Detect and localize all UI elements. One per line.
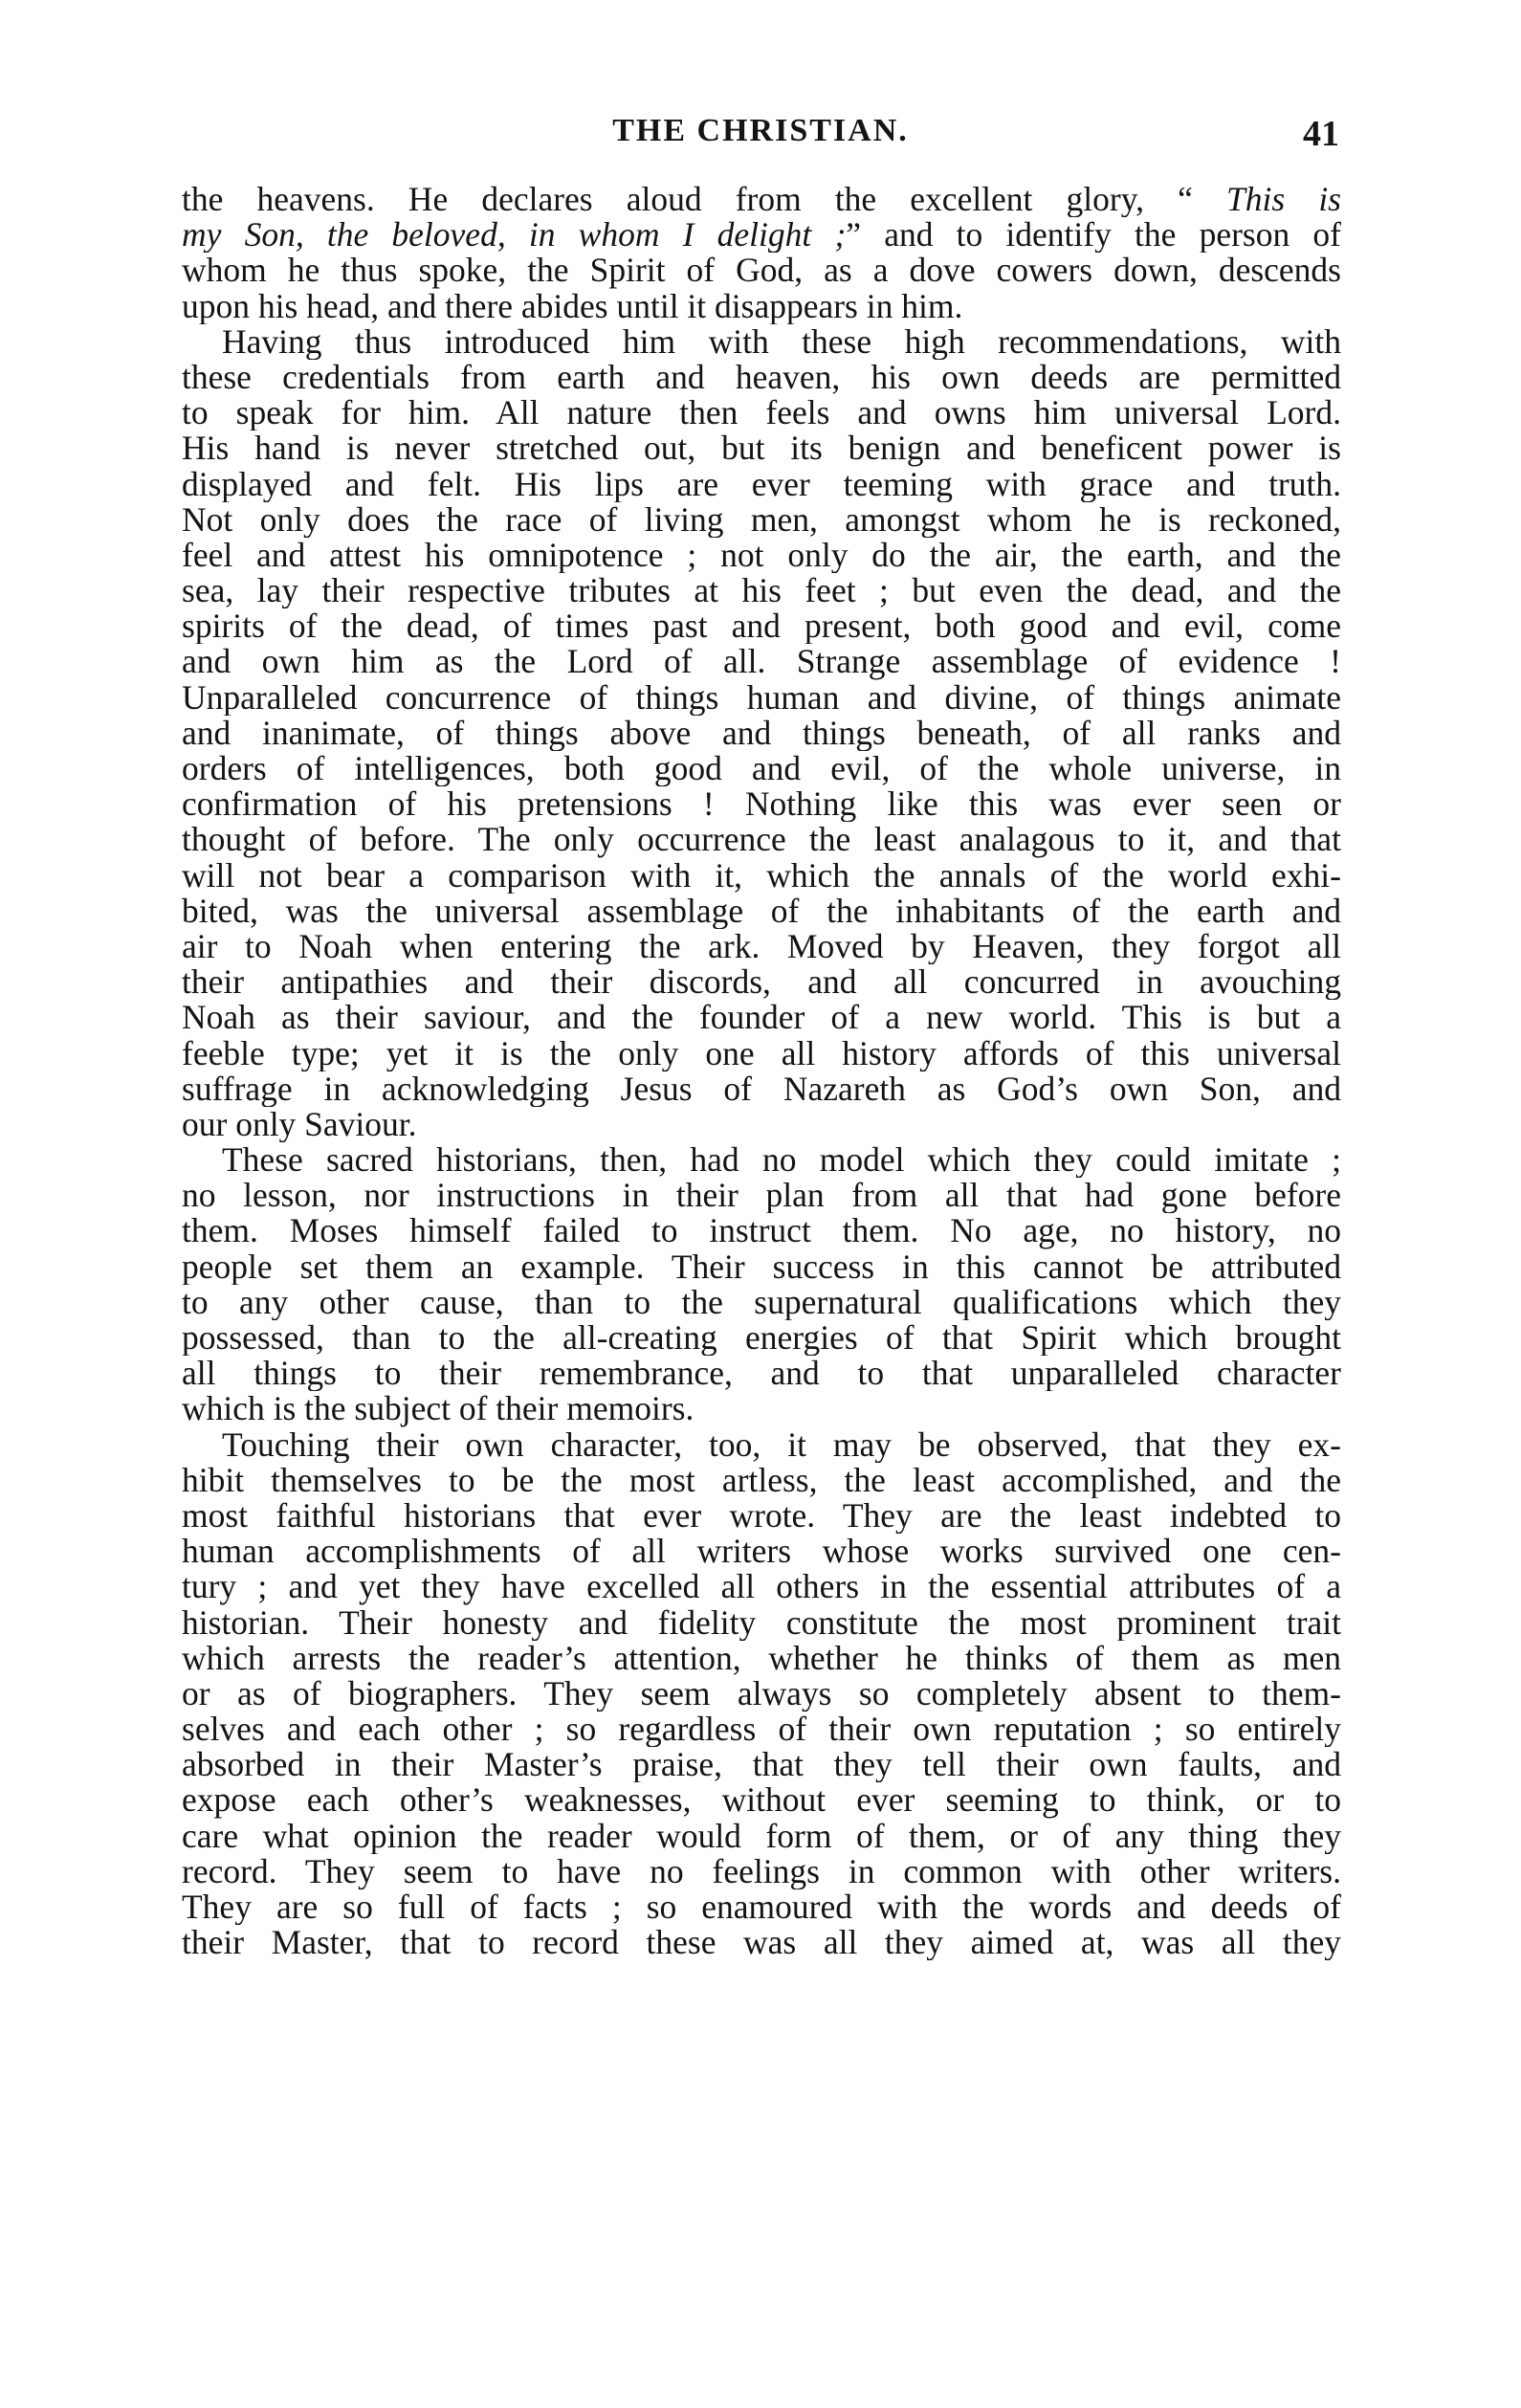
text-run: selves and each other ; so regardless of their own reputation ; so entirely xyxy=(182,1712,1341,1748)
text-run: confirmation of his pretensions ! Nothing like this was ever seen or xyxy=(182,786,1341,823)
text-run: feeble type; yet it is the only one all history affords of this universal xyxy=(182,1035,1341,1071)
text-run: record. They seem to have no feelings in common with other writers. xyxy=(182,1853,1341,1889)
text-line xyxy=(182,1498,1341,1534)
text-run: which is the subject of their memoirs. xyxy=(182,1391,694,1427)
text-line xyxy=(182,1000,1341,1035)
text-line xyxy=(182,1676,1341,1712)
body-text xyxy=(182,182,1341,1960)
text-run: Having thus introduced him with these high recommendations, with xyxy=(222,323,1341,360)
text-run: tury ; and yet they have excelled all others in the essential attributes of a xyxy=(182,1569,1341,1605)
text-line xyxy=(182,467,1341,502)
text-run: which arrests the reader’s attention, whether he thinks of them as men xyxy=(182,1640,1341,1676)
running-title: THE CHRISTIAN. xyxy=(612,113,909,148)
text-line xyxy=(182,822,1341,857)
text-line xyxy=(182,1712,1341,1747)
text-line xyxy=(182,1391,1341,1426)
text-run: upon his head, and there abides until it disappears in him. xyxy=(182,288,963,324)
text-run: suffrage in acknowledging Jesus of Nazareth as God’s own Son, and xyxy=(182,1071,1341,1107)
text-line xyxy=(182,786,1341,822)
text-run: our only Saviour. xyxy=(182,1106,417,1143)
text-run: and inanimate, of things above and things beneath, of all ranks and xyxy=(182,715,1341,751)
text-line xyxy=(182,1285,1341,1320)
text-line xyxy=(182,217,1341,253)
text-line xyxy=(182,182,1341,217)
text-line xyxy=(182,858,1341,894)
text-line xyxy=(182,1249,1341,1285)
text-line xyxy=(182,1569,1341,1604)
text-line xyxy=(182,680,1341,716)
text-line xyxy=(182,964,1341,1000)
text-line xyxy=(182,608,1341,644)
text-run: ” and to identify the person of xyxy=(846,217,1341,254)
text-run: expose each other’s weaknesses, without ever seeming to think, or to xyxy=(182,1782,1341,1819)
text-run: and own him as the Lord of all. Strange assemblage of evidence ! xyxy=(182,644,1341,680)
text-line xyxy=(182,1036,1341,1071)
text-run: whom he thus spoke, the Spirit of God, as a dove cowers down, descends xyxy=(182,253,1341,289)
text-line xyxy=(182,1854,1341,1889)
text-line xyxy=(182,1534,1341,1569)
text-run: them. Moses himself failed to instruct them. No age, no history, no xyxy=(182,1213,1341,1249)
italic-text: my Son, the beloved, in whom I delight ; xyxy=(182,217,847,254)
text-line xyxy=(182,1605,1341,1641)
text-run: air to Noah when entering the ark. Moved by Heaven, they forgot all xyxy=(182,928,1341,965)
text-run: displayed and felt. His lips are ever teeming with grace and truth. xyxy=(182,466,1341,502)
text-run: Noah as their saviour, and the founder of a new world. This is but a xyxy=(182,1000,1341,1036)
text-line xyxy=(182,1427,1341,1463)
text-line xyxy=(182,324,1341,360)
text-line xyxy=(182,1641,1341,1676)
text-line xyxy=(182,1107,1341,1142)
text-run: historian. Their honesty and fidelity constitute the most prominent trait xyxy=(182,1604,1341,1641)
text-run: the heavens. He declares aloud from the excellent glory, “ xyxy=(182,182,1227,218)
text-line xyxy=(182,1925,1341,1960)
text-line xyxy=(182,894,1341,929)
text-line xyxy=(182,538,1341,573)
text-line xyxy=(182,395,1341,431)
text-run: Unparalleled concurrence of things human and divine, of things animate xyxy=(182,679,1341,716)
text-run: these credentials from earth and heaven, his own deeds are permitted xyxy=(182,359,1341,396)
text-line xyxy=(182,573,1341,608)
text-run: no lesson, nor instructions in their plan from all that had gone before xyxy=(182,1178,1341,1214)
text-line xyxy=(182,1320,1341,1356)
text-line xyxy=(182,1889,1341,1925)
text-run: bited, was the universal assemblage of the inhabitants of the earth and xyxy=(182,893,1341,929)
text-line xyxy=(182,751,1341,786)
text-run: people set them an example. Their success in this cannot be attributed xyxy=(182,1248,1341,1285)
text-line xyxy=(182,1356,1341,1391)
text-run: His hand is never stretched out, but its benign and beneficent power is xyxy=(182,431,1341,467)
text-run: their Master, that to record these was all they aimed at, was all they xyxy=(182,1925,1341,1961)
text-run: These sacred historians, then, had no model which they could imitate ; xyxy=(222,1142,1341,1179)
text-run: feel and attest his omnipotence ; not only do the air, the earth, and the xyxy=(182,537,1341,574)
text-run: sea, lay their respective tributes at his feet ; but even the dead, and the xyxy=(182,573,1341,609)
text-line xyxy=(182,716,1341,751)
text-run: all things to their remembrance, and to that unparalleled character xyxy=(182,1356,1341,1392)
text-line xyxy=(182,431,1341,466)
text-line xyxy=(182,929,1341,964)
text-run: possessed, than to the all-creating energies of that Spirit which brought xyxy=(182,1320,1341,1357)
text-line xyxy=(182,644,1341,679)
text-run: to speak for him. All nature then feels and owns him universal Lord. xyxy=(182,395,1341,431)
text-line xyxy=(182,360,1341,395)
text-line xyxy=(182,1747,1341,1782)
text-line xyxy=(182,1178,1341,1213)
text-line xyxy=(182,1142,1341,1178)
text-run: Touching their own character, too, it may be observed, that they ex- xyxy=(222,1426,1341,1463)
text-run: human accomplishments of all writers whose works survived one cen- xyxy=(182,1534,1341,1570)
text-line xyxy=(182,253,1341,288)
italic-text: This is xyxy=(1226,182,1341,218)
text-line xyxy=(182,1819,1341,1854)
text-run: absorbed in their Master’s praise, that they tell their own faults, and xyxy=(182,1747,1341,1783)
text-run: hibit themselves to be the most artless, the least accomplished, and the xyxy=(182,1462,1341,1498)
text-line xyxy=(182,1463,1341,1498)
text-run: spirits of the dead, of times past and present, both good and evil, come xyxy=(182,608,1341,645)
text-line xyxy=(182,1213,1341,1248)
text-run: or as of biographers. They seem always so completely absent to them- xyxy=(182,1675,1341,1712)
text-line xyxy=(182,502,1341,538)
text-run: will not bear a comparison with it, which the annals of the world exhi- xyxy=(182,857,1341,894)
page-number: 41 xyxy=(1303,114,1339,154)
text-run: their antipathies and their discords, and all concurred in avouching xyxy=(182,964,1341,1001)
text-line xyxy=(182,289,1341,324)
text-line xyxy=(182,1071,1341,1107)
text-run: thought of before. The only occurrence the least analagous to it, and that xyxy=(182,822,1341,858)
text-run: to any other cause, than to the supernatural qualifications which they xyxy=(182,1284,1341,1320)
text-run: Not only does the race of living men, amongst whom he is reckoned, xyxy=(182,501,1341,538)
text-line xyxy=(182,1782,1341,1818)
text-run: most faithful historians that ever wrote. They are the least indebted to xyxy=(182,1497,1341,1535)
text-run: orders of intelligences, both good and evil, of the whole universe, in xyxy=(182,751,1341,787)
running-head xyxy=(182,113,1339,170)
text-run: care what opinion the reader would form of them, or of any thing they xyxy=(182,1818,1341,1854)
text-run: They are so full of facts ; so enamoured with the words and deeds of xyxy=(182,1889,1341,1926)
